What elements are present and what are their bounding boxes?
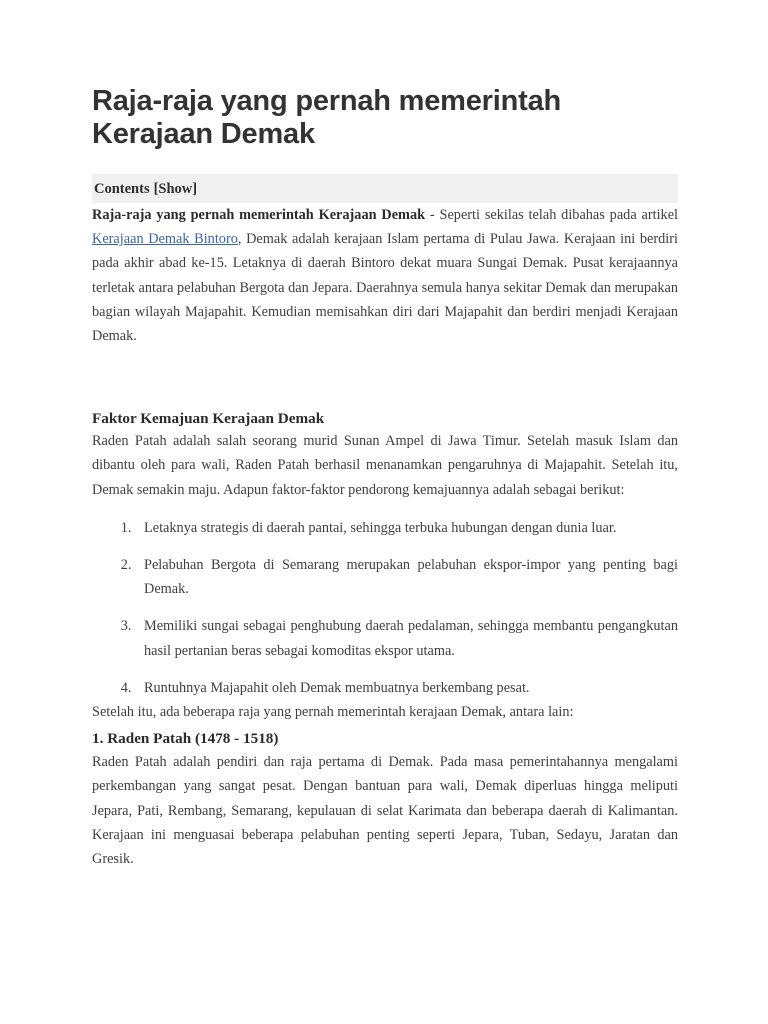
kings-intro-paragraph: Setelah itu, ada beberapa raja yang pernah memerintah kerajaan Demak, antara lain: — [92, 704, 574, 721]
list-item: 4. Runtuhnya Majapahit oleh Demak membuatnya berkembang pesat. — [135, 676, 678, 700]
article-content — [92, 0, 678, 871]
list-item: 1. Letaknya strategis di daerah pantai, sehingga terbuka hubungan dengan dunia luar. — [135, 516, 678, 540]
intro-paragraph — [92, 203, 678, 348]
factor-list — [92, 516, 678, 700]
page-title: Raja-raja yang pernah memerintah Kerajaan Demak — [92, 85, 562, 150]
list-item: 3. Memiliki sungai sebagai penghubung daerah pedalaman, sehingga membantu pengangkutan hasil pertanian beras sebagai komoditas ekspor utama. — [135, 614, 678, 662]
list-item: 2. Pelabuhan Bergota di Semarang merupakan pelabuhan ekspor-impor yang penting bagi Demak. — [135, 553, 678, 601]
contents-label: Contents — [94, 181, 150, 197]
faktor-intro-paragraph: Raden Patah adalah salah seorang murid Sunan Ampel di Jawa Timur. Setelah masuk Islam dan dibantu oleh para wali, Raden Patah berhasil menanamkan pengaruhnya di Majapahit. Setelah itu, Demak semakin maju. Adapun faktor-faktor pendorong kemajuannya adalah sebagai berikut: — [92, 433, 678, 498]
contents-show-toggle[interactable]: [Show] — [153, 181, 198, 197]
contents-bar — [92, 174, 678, 203]
intro-lead-in: Raja-raja yang pernah memerintah Kerajaan Demak — [92, 207, 426, 223]
intro-text-after-link: , Demak adalah kerajaan Islam pertama di Pulau Jawa. Kerajaan ini berdiri pada akhir abad ke-15. Letaknya di daerah Bintoro dekat muara Sungai Demak. Pusat kerajaannya terletak antara pelabuhan Bergota dan Jepara. Daerahnya semula hanya sekitar Demak dan merupakan bagian wilayah Majapahit. Kemudian memisahkan diri dari Majapahit dan berdiri menjadi Kerajaan Demak. — [92, 231, 678, 345]
kerajaan-demak-bintoro-link[interactable]: Kerajaan Demak Bintoro — [92, 231, 238, 248]
intro-text-before-link: - Seperti sekilas telah dibahas pada artikel — [425, 207, 679, 223]
raden-patah-paragraph: Raden Patah adalah pendiri dan raja pertama di Demak. Pada masa pemerintahannya mengalami perkembangan yang sangat pesat. Dengan bantuan para wali, Demak diperluas hingga meliputi Jepara, Pati, Rembang, Semarang, kepulauan di selat Karimata dan beberapa daerah di Kalimantan. Kerajaan ini menguasai beberapa pelabuhan penting seperti Jepara, Tuban, Sedayu, Jaratan dan Gresik. — [92, 754, 678, 868]
king-heading-raden-patah: 1. Raden Patah (1478 - 1518) — [92, 730, 279, 748]
section-heading-faktor-kemajuan: Faktor Kemajuan Kerajaan Demak — [92, 410, 325, 428]
